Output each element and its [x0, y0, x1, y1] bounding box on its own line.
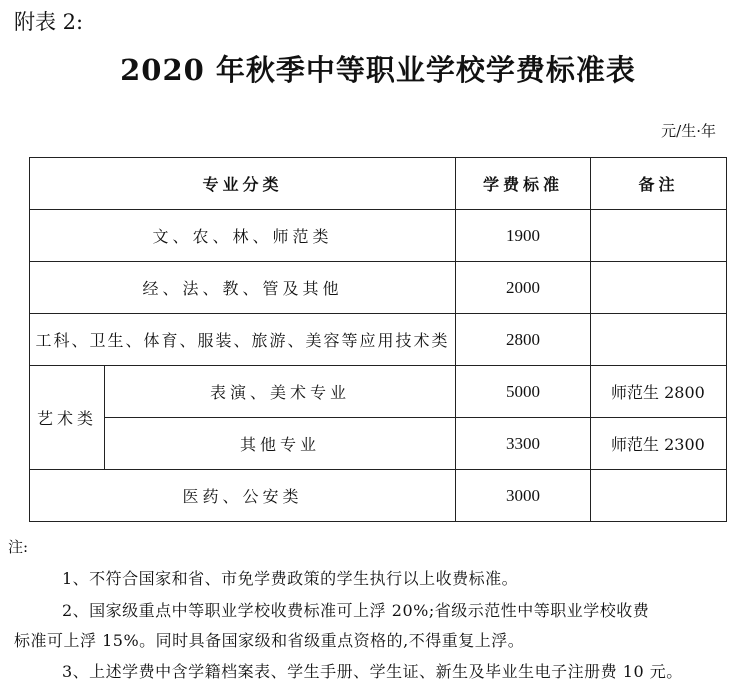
category-cell: 医药、公安类	[30, 470, 456, 522]
table-header-row	[30, 158, 727, 210]
note-cell	[591, 210, 727, 262]
fee-cell: 2000	[456, 262, 591, 314]
table-row	[30, 210, 727, 262]
category-cell: 工科、卫生、体育、服装、旅游、美容等应用技术类	[30, 314, 456, 366]
table-row	[30, 366, 727, 418]
group-cell-art: 艺术类	[30, 366, 105, 470]
table-row	[30, 314, 727, 366]
category-cell: 经、法、教、管及其他	[30, 262, 456, 314]
fee-cell: 3300	[456, 418, 591, 470]
table-row	[30, 262, 727, 314]
unit-label: 元/生·年	[661, 122, 716, 140]
note-item-2: 2、国家级重点中等职业学校收费标准可上浮 20%;省级示范性中等职业学校收费	[62, 601, 650, 620]
column-header-category: 专业分类	[30, 158, 456, 210]
category-cell: 文、农、林、师范类	[30, 210, 456, 262]
attachment-label: 附表 2:	[14, 10, 84, 34]
note-cell: 师范生 2800	[591, 366, 727, 418]
note-cell	[591, 470, 727, 522]
note-cell: 师范生 2300	[591, 418, 727, 470]
table-row	[30, 418, 727, 470]
column-header-note: 备注	[591, 158, 727, 210]
category-cell: 表演、美术专业	[105, 366, 456, 418]
note-item-2-continued: 标准可上浮 15%。同时具备国家级和省级重点资格的,不得重复上浮。	[14, 631, 525, 650]
notes-heading: 注:	[8, 538, 29, 556]
note-cell	[591, 314, 727, 366]
fee-cell: 5000	[456, 366, 591, 418]
table-row	[30, 470, 727, 522]
fee-cell: 3000	[456, 470, 591, 522]
page-title: 2020 年秋季中等职业学校学费标准表	[120, 53, 636, 87]
note-cell	[591, 262, 727, 314]
fee-table	[29, 157, 727, 522]
note-item-1: 1、不符合国家和省、市免学费政策的学生执行以上收费标准。	[62, 569, 519, 588]
note-item-3: 3、上述学费中含学籍档案表、学生手册、学生证、新生及毕业生电子注册费 10 元。	[62, 662, 683, 681]
fee-cell: 1900	[456, 210, 591, 262]
column-header-fee: 学费标准	[456, 158, 591, 210]
category-cell: 其他专业	[105, 418, 456, 470]
fee-cell: 2800	[456, 314, 591, 366]
